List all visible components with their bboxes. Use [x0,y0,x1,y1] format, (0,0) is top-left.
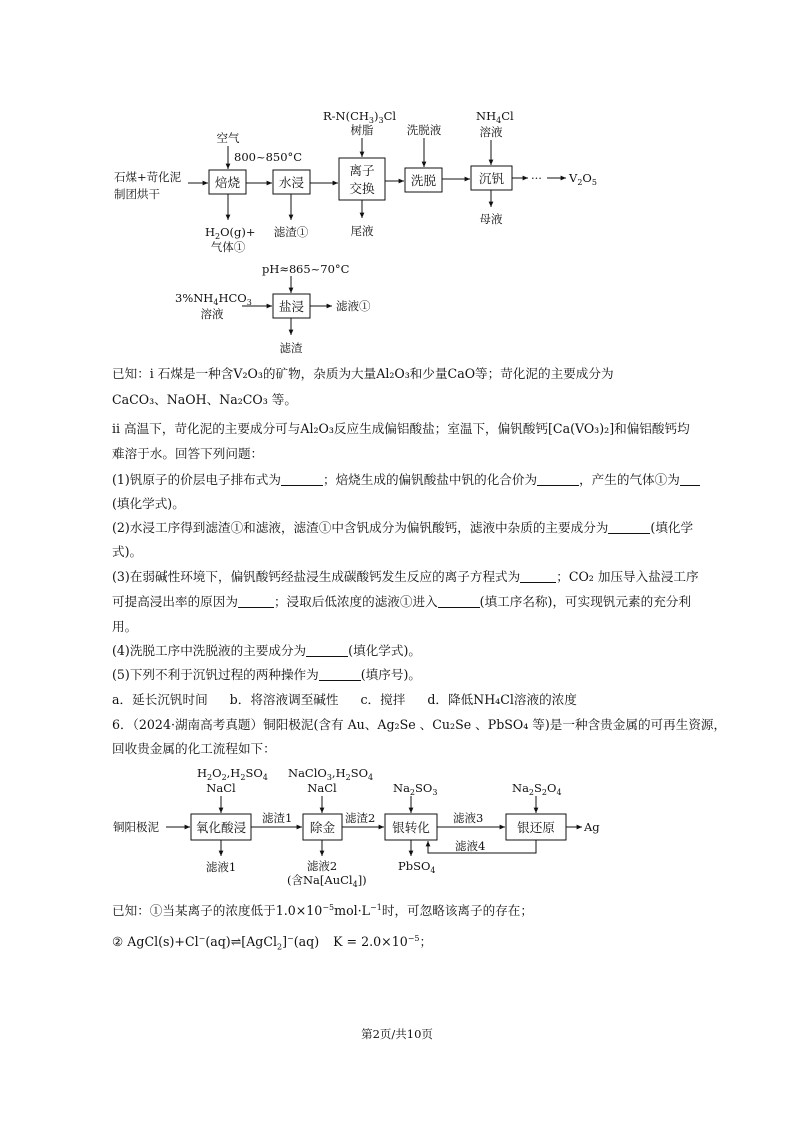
label-out1: 滤液1 [205,860,237,874]
label-nh4hco3-2: 溶液 [200,307,224,321]
label-air: 空气 [216,131,240,145]
known1-i-line1: 已知：i 石煤是一种含V₂O₃的矿物，杂质为大量Al₂O₃和少量CaO等；苛化泥的主要成分为 [112,366,614,381]
label-resin-2: 树脂 [350,123,374,137]
question-1-line1: (1)钒原子的价层电子排布式为 ；焙烧生成的偏钒酸盐中钒的化合价为 ，产生的气体①为 [112,470,700,489]
question-5-options [112,690,577,709]
label-eluent: 洗脱液 [406,123,442,137]
label-temp: 800~850°C [234,150,303,164]
label-dots: ··· [531,171,542,185]
label-precip: 沉钒 [478,171,505,186]
answer-blank[interactable] [238,594,274,608]
known1-i-line2: CaCO₃、NaOH、Na₂CO₃ 等。 [112,392,297,407]
answer-blank[interactable] [306,643,348,657]
label-filtrate1: 滤液① [336,299,371,313]
label-salt-leach: 盐浸 [278,299,305,314]
answer-blank[interactable] [319,667,361,681]
label-residue-final: 滤渣 [279,341,303,355]
label-out2: 滤液2 [306,859,338,873]
label-reag1-2: NaCl [206,781,236,795]
label-ag: Ag [584,820,600,834]
label-stream4: 滤液4 [455,839,486,853]
label-feed2: 铜阳极泥 [113,820,159,834]
label-stream1: 滤渣1 [262,811,293,825]
label-water-leach: 水浸 [278,175,305,190]
label-box3: 银转化 [392,820,430,835]
answer-blank[interactable] [537,472,579,486]
problem6-line2: 回收贵金属的化工流程如下： [112,741,276,756]
question-2-line2: 式)。 [112,544,143,559]
label-stream2: 滤渣2 [345,811,376,825]
answer-blank[interactable] [520,569,556,583]
label-nh4hco3-1: $3\%NH_4HCO_3$ [175,291,252,307]
label-box1: 氧化酸浸 [195,820,247,835]
known1-ii-line1: ii 高温下，苛化泥的主要成分可与Al₂O₃反应生成偏铝酸盐；室温下，偏钒酸钙[Ca(VO₃)₂]和偏铝酸钙均 [112,421,690,436]
question-3-line1: (3)在弱碱性环境下，偏钒酸钙经盐浸生成碳酸钙发生反应的离子方程式为 ；CO₂ 加压导入盐浸工序 [112,569,699,584]
label-nh4cl-2: 溶液 [479,125,503,139]
label-out2-note: (含Na[AuCl$_4$]) [287,873,367,889]
page-footer: 第2页/共10页 [361,1027,433,1041]
label-nh4cl-1: $NH_4Cl$ [476,109,514,125]
question-5: (5)下列不利于沉钒过程的两种操作为 (填序号)。 [112,667,421,682]
question-3-line2: 可提高浸出率的原因为 ；浸取后低浓度的滤液①进入 (填工序名称)，可实现钒元素的充分利 [112,594,691,609]
label-gas-1: $H_2O(g)+$ [205,225,256,241]
problem6-line1: 6．（2024·湖南高考真题）铜阳极泥(含有 Au、Ag₂Se 、Cu₂Se 、PbSO₄ 等)是一种含贵金属的可再生资源， [112,717,727,732]
label-box4: 银还原 [517,820,555,835]
label-resin-1: $R-N(CH_3)_3Cl$ [323,109,397,125]
answer-blank[interactable] [281,472,323,486]
label-tail: 尾液 [350,224,374,238]
label-residue1: 滤渣① [273,225,309,239]
label-stream3: 滤液3 [453,811,484,825]
known2-line1: 已知：①当某离子的浓度低于$1.0\times 10^{-5}mol\cdot L^{-1}$时，可忽略该离子的存在； [112,903,533,919]
label-cond-ph: pH≈8 [262,262,297,276]
option-d: d．降低NH₄Cl溶液的浓度 [427,692,577,707]
label-reag3: $Na_2SO_3$ [393,781,438,797]
known2-line2: ② AgCl(s)+Cl−(aq)⇌[AgCl$_2$]−(aq) $K = 2.0\times 10^{-5}$； [112,934,433,952]
known1-ii-line2: 难溶于水。回答下列问题： [112,446,264,461]
answer-blank[interactable] [438,594,480,608]
option-c: c．搅拌 [360,692,406,707]
question-3-line3: 用。 [112,619,138,634]
label-box2: 除金 [309,820,336,835]
label-reag2-1: $NaClO_3,H_2SO_4$ [288,766,374,782]
label-ion-exchange-1: 离子 [349,163,375,178]
option-a: a．延长沉钒时间 [112,692,208,707]
question-2-line1: (2)水浸工序得到滤渣①和滤液，滤渣①中含钒成分为偏钒酸钙，滤液中杂质的主要成分为 (填化学 [112,520,694,535]
label-cond-temp: 65~70°C [296,262,350,276]
answer-blank[interactable] [680,472,700,486]
label-mother: 母液 [479,212,503,226]
label-product-v2o5: $V_2O_5$ [569,171,597,187]
label-reag1-1: $H_2O_2,H_2SO_4$ [197,766,268,782]
label-out3: PbSO$_4$ [398,859,436,875]
question-4: (4)洗脱工序中洗脱液的主要成分为 (填化学式)。 [112,643,421,658]
label-reag4: $Na_2S_2O_4$ [512,781,562,797]
question-1-line2: (填化学式)。 [112,496,185,511]
option-b: b．将溶液调至碱性 [229,692,339,707]
label-elute: 洗脱 [410,173,437,188]
formula-calcium-metavanadate: [Ca(VO₃)₂] [548,421,615,436]
label-reag2-2: NaCl [307,781,337,795]
label-gas-2: 气体① [210,240,246,254]
answer-blank[interactable] [608,520,650,534]
label-roast: 焙烧 [214,175,241,190]
label-raw-1: 石煤+苛化泥 [114,170,182,184]
label-raw-2: 制团烘干 [114,187,160,201]
label-ion-exchange-2: 交换 [349,181,375,196]
